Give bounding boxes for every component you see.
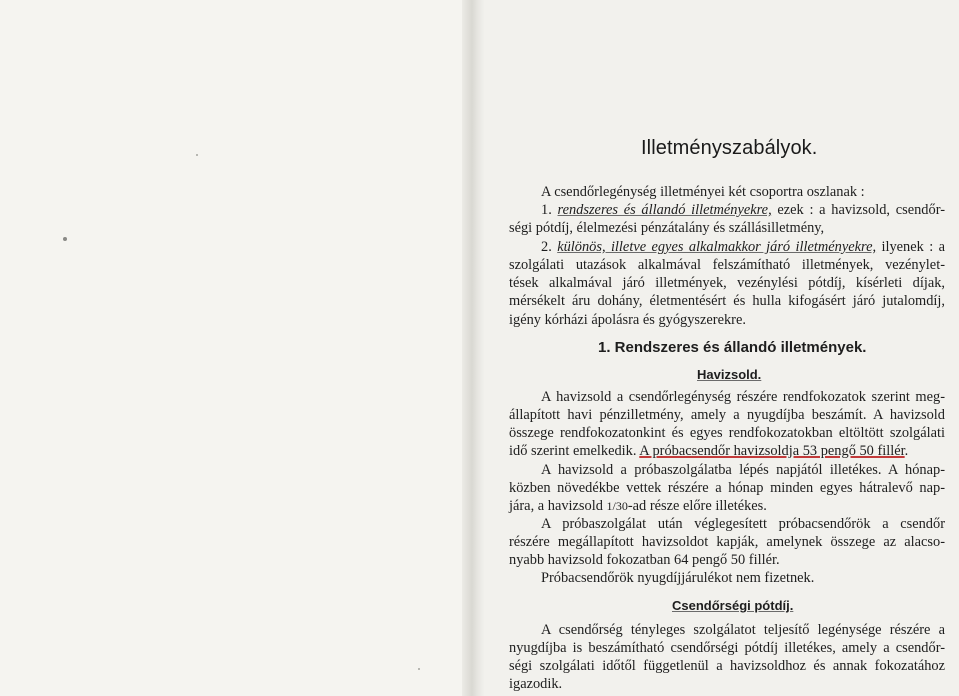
sub-heading: Havizsold. bbox=[697, 367, 762, 382]
intro-line bbox=[541, 201, 945, 220]
paragraph-line bbox=[509, 424, 945, 443]
paragraph-line bbox=[509, 479, 945, 498]
paragraph-text: nyugdíjba is beszámítható csendőrségi pótdíj illetékes, amely a csendőr- bbox=[509, 640, 945, 656]
paragraph-line bbox=[509, 639, 945, 658]
sub-heading: Csendőrségi pótdíj. bbox=[672, 598, 794, 613]
intro-line bbox=[541, 183, 865, 202]
paragraph-text: összege rendfokozatonkint és egyes rendfokozatokban eltöltött szolgálati bbox=[509, 425, 945, 441]
paragraph-text: A havizsold a próbaszolgálatba lépés napjától illetékes. A hónap- bbox=[541, 462, 945, 478]
intro-text: ilyenek : a bbox=[876, 239, 945, 255]
intro-text: tések alkalmával járó illetmények, vezénylési pótdíj, kísérleti díjak, bbox=[509, 275, 945, 291]
paragraph-text: -ad része előre illetékes. bbox=[627, 498, 767, 514]
paragraph-text: igazodik. bbox=[509, 676, 563, 692]
paragraph-line bbox=[541, 515, 945, 534]
fraction: 1/30 bbox=[606, 499, 628, 513]
page-title: Illetményszabályok. bbox=[641, 137, 818, 159]
intro-line bbox=[541, 238, 945, 257]
paragraph-line bbox=[509, 497, 767, 516]
paragraph-text: ségi szolgálati időtől függetlenül a havizsoldhoz és annak fokozatához bbox=[509, 658, 945, 674]
list-number: 1. bbox=[541, 202, 558, 218]
paragraph-text: A próbaszolgálat után véglegesített próbacsendőrök a csendőr bbox=[541, 516, 945, 532]
paragraph-text: részére megállapított havizsoldot kapják, amelynek összege az alacso- bbox=[509, 534, 945, 550]
paragraph-line bbox=[509, 442, 908, 461]
paragraph-text: állapított havi pénzilletmény, amely a nyugdíjba beszámít. A havizsold bbox=[509, 407, 945, 423]
list-number: 2. bbox=[541, 239, 558, 255]
intro-line bbox=[509, 311, 746, 330]
paragraph-line bbox=[541, 621, 945, 640]
paragraph-text: . bbox=[904, 443, 909, 459]
intro-text: mérsékelt áru dohány, életmentésért és hulla kifogásért járó jutalomdíj, bbox=[509, 293, 945, 309]
paragraph-text: közben növedékbe vettek részére a hónap minden egyes hátralevő nap- bbox=[509, 480, 945, 496]
paragraph-text: A havizsold a csendőrlegénység részére rendfokozatok szerint meg- bbox=[541, 389, 945, 405]
paragraph-line bbox=[509, 533, 945, 552]
paragraph-line bbox=[541, 388, 945, 407]
paragraph-line bbox=[509, 551, 780, 570]
paragraph-text: idő szerint emelkedik. bbox=[509, 443, 640, 459]
red-underlined-text: A próbacsendőr havizsoldja 53 pengő 50 fillér bbox=[639, 443, 905, 459]
paragraph-line bbox=[509, 675, 562, 694]
intro-text: ezek : a havizsold, csendőr- bbox=[771, 202, 945, 218]
paragraph-text: Próbacsendőrök nyugdíjjárulékot nem fizetnek. bbox=[541, 570, 815, 586]
paragraph-line bbox=[509, 657, 945, 676]
paragraph-line bbox=[509, 406, 945, 425]
intro-line bbox=[509, 219, 824, 238]
paragraph-text: jára, a havizsold bbox=[509, 498, 607, 514]
section-heading: 1. Rendszeres és állandó illetmények. bbox=[598, 339, 867, 356]
paragraph-line bbox=[541, 461, 945, 480]
intro-line bbox=[509, 292, 945, 311]
paragraph-text: A csendőrség tényleges szolgálatot teljesítő legénysége részére a bbox=[541, 622, 945, 638]
intro-line bbox=[509, 256, 945, 275]
intro-text: ségi pótdíj, élelmezési pénzátalány és szállásilletmény, bbox=[509, 220, 825, 236]
paragraph-text: nyabb havizsold fokozatban 64 pengő 50 fillér. bbox=[509, 552, 780, 568]
intro-text: A csendőrlegénység illetményei két csoportra oszlanak : bbox=[541, 184, 865, 200]
list-term: különös, illetve egyes alkalmakkor járó illetményekre, bbox=[557, 239, 877, 255]
list-term: rendszeres és állandó illetményekre, bbox=[557, 202, 772, 218]
intro-text: igény kórházi ápolásra és gyógyszerekre. bbox=[509, 312, 746, 328]
intro-line bbox=[509, 274, 945, 293]
intro-text: szolgálati utazások alkalmával felszámítható illetmények, vezénylet- bbox=[509, 257, 945, 273]
paragraph-line bbox=[541, 569, 814, 588]
